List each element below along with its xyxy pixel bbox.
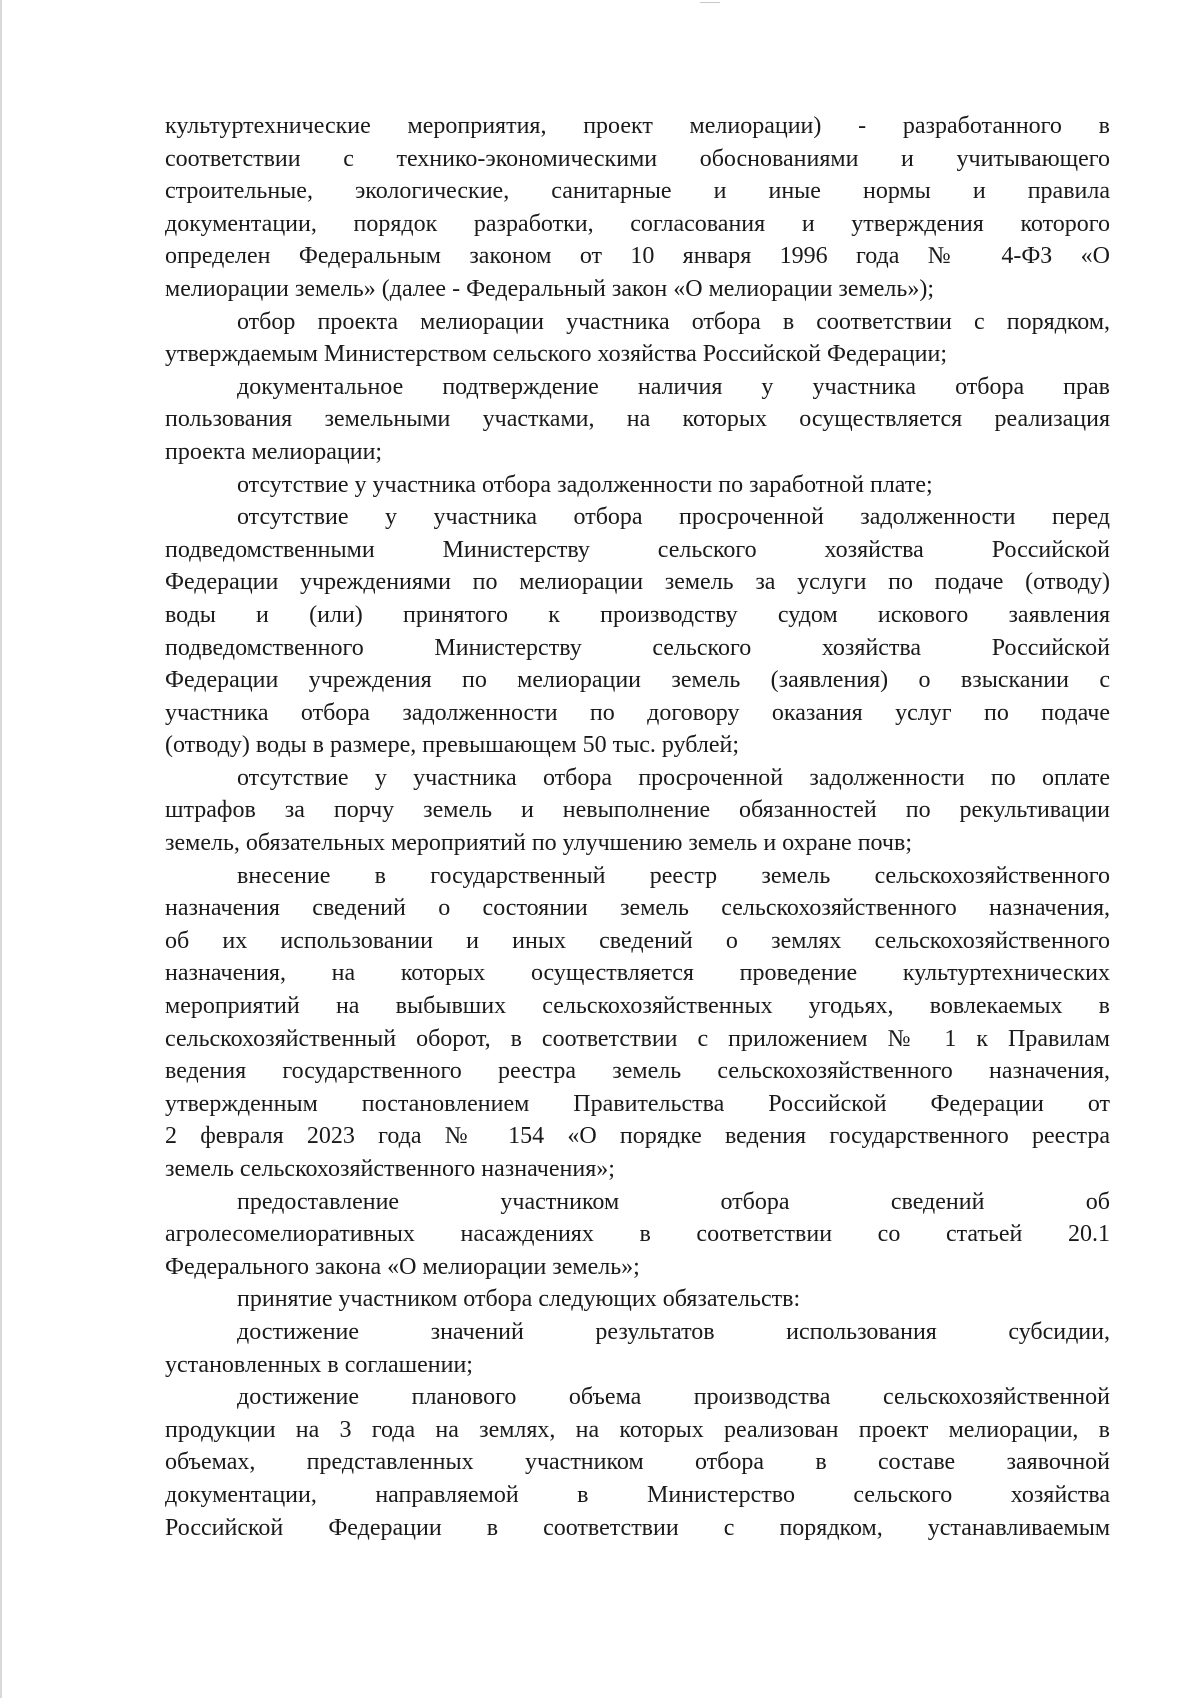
scan-mark (700, 2, 720, 3)
text-line: культуртехнические мероприятия, проект мелиорации) - разработанного в (165, 113, 1110, 139)
text-line: продукции на 3 года на землях, на которых реализован проект мелиорации, в (165, 1416, 1110, 1443)
text-line: воды и (или) принятого к производству судом искового заявления (165, 601, 1110, 628)
text-line: объемах, представленных участником отбора в составе заявочной (165, 1449, 1110, 1476)
text-line: проекта мелиорации; (165, 438, 383, 465)
document-body (165, 110, 1110, 1544)
text-line: ведения государственного реестра земель сельскохозяйственного назначения, (165, 1058, 1110, 1085)
text-line: сельскохозяйственный оборот, в соответствии с приложением № 1 к Правилам (165, 1025, 1110, 1052)
text-line: участника отбора задолженности по договору оказания услуг по подаче (165, 699, 1110, 726)
text-line: утвержденным постановлением Правительства Российской Федерации от (165, 1090, 1110, 1117)
text-line: назначения, на которых осуществляется проведение культуртехнических (165, 960, 1110, 987)
text-line: установленных в соглашении; (165, 1351, 473, 1378)
text-line: подведомственными Министерству сельского хозяйства Российской (165, 536, 1110, 563)
text-line: пользования земельными участками, на которых осуществляется реализация (165, 406, 1110, 433)
text-line: достижение значений результатов использования субсидии, (237, 1318, 1110, 1345)
text-line: Федерации учреждения по мелиорации земель (заявления) о взыскании с (165, 667, 1110, 694)
text-line: строительные, экологические, санитарные и иные нормы и правила (165, 178, 1110, 205)
text-line: внесение в государственный реестр земель сельскохозяйственного (237, 862, 1110, 889)
text-line: об их использовании и иных сведений о землях сельскохозяйственного (165, 927, 1110, 954)
text-line: принятие участником отбора следующих обязательств: (237, 1286, 801, 1313)
text-line: подведомственного Министерству сельского хозяйства Российской (165, 634, 1110, 661)
text-line: соответствии с технико-экономическими обоснованиями и учитывающего (165, 145, 1110, 172)
text-line: отсутствие у участника отбора просроченной задолженности перед (237, 504, 1110, 531)
text-line: Федерального закона «О мелиорации земель»; (165, 1253, 640, 1280)
text-line: документальное подтверждение наличия у участника отбора прав (237, 373, 1110, 400)
text-line: документации, направляемой в Министерство сельского хозяйства (165, 1481, 1110, 1508)
text-line: отсутствие у участника отбора задолженности по заработной плате; (237, 471, 933, 498)
text-line: Федерации учреждениями по мелиорации земель за услуги по подаче (отводу) (165, 569, 1110, 596)
text-line: 2 февраля 2023 года № 154 «О порядке ведения государственного реестра (165, 1123, 1110, 1150)
text-line: мелиорации земель» (далее - Федеральный закон «О мелиорации земель»); (165, 275, 934, 302)
scan-edge (0, 0, 2, 1698)
text-line: земель, обязательных мероприятий по улучшению земель и охране почв; (165, 830, 912, 857)
text-line: определен Федеральным законом от 10 января 1996 года № 4-ФЗ «О (165, 243, 1110, 270)
text-line: мероприятий на выбывших сельскохозяйственных угодьях, вовлекаемых в (165, 993, 1110, 1020)
text-line: отбор проекта мелиорации участника отбора в соответствии с порядком, (237, 308, 1110, 335)
text-line: достижение планового объема производства сельскохозяйственной (237, 1384, 1110, 1411)
text-line: земель сельскохозяйственного назначения»; (165, 1156, 615, 1182)
text-line: (отводу) воды в размере, превышающем 50 тыс. рублей; (165, 732, 739, 759)
text-line: агролесомелиоративных насаждениях в соответствии со статьей 20.1 (165, 1221, 1110, 1248)
text-line: назначения сведений о состоянии земель сельскохозяйственного назначения, (165, 895, 1110, 922)
text-line: предоставление участником отбора сведений об (237, 1188, 1110, 1215)
text-line: документации, порядок разработки, согласования и утверждения которого (165, 210, 1110, 237)
text-line: штрафов за порчу земель и невыполнение обязанностей по рекультивации (165, 797, 1110, 824)
text-line: Российской Федерации в соответствии с порядком, устанавливаемым (165, 1514, 1110, 1541)
text-line: отсутствие у участника отбора просроченной задолженности по оплате (237, 764, 1110, 791)
text-line: утверждаемым Министерством сельского хозяйства Российской Федерации; (165, 341, 948, 368)
